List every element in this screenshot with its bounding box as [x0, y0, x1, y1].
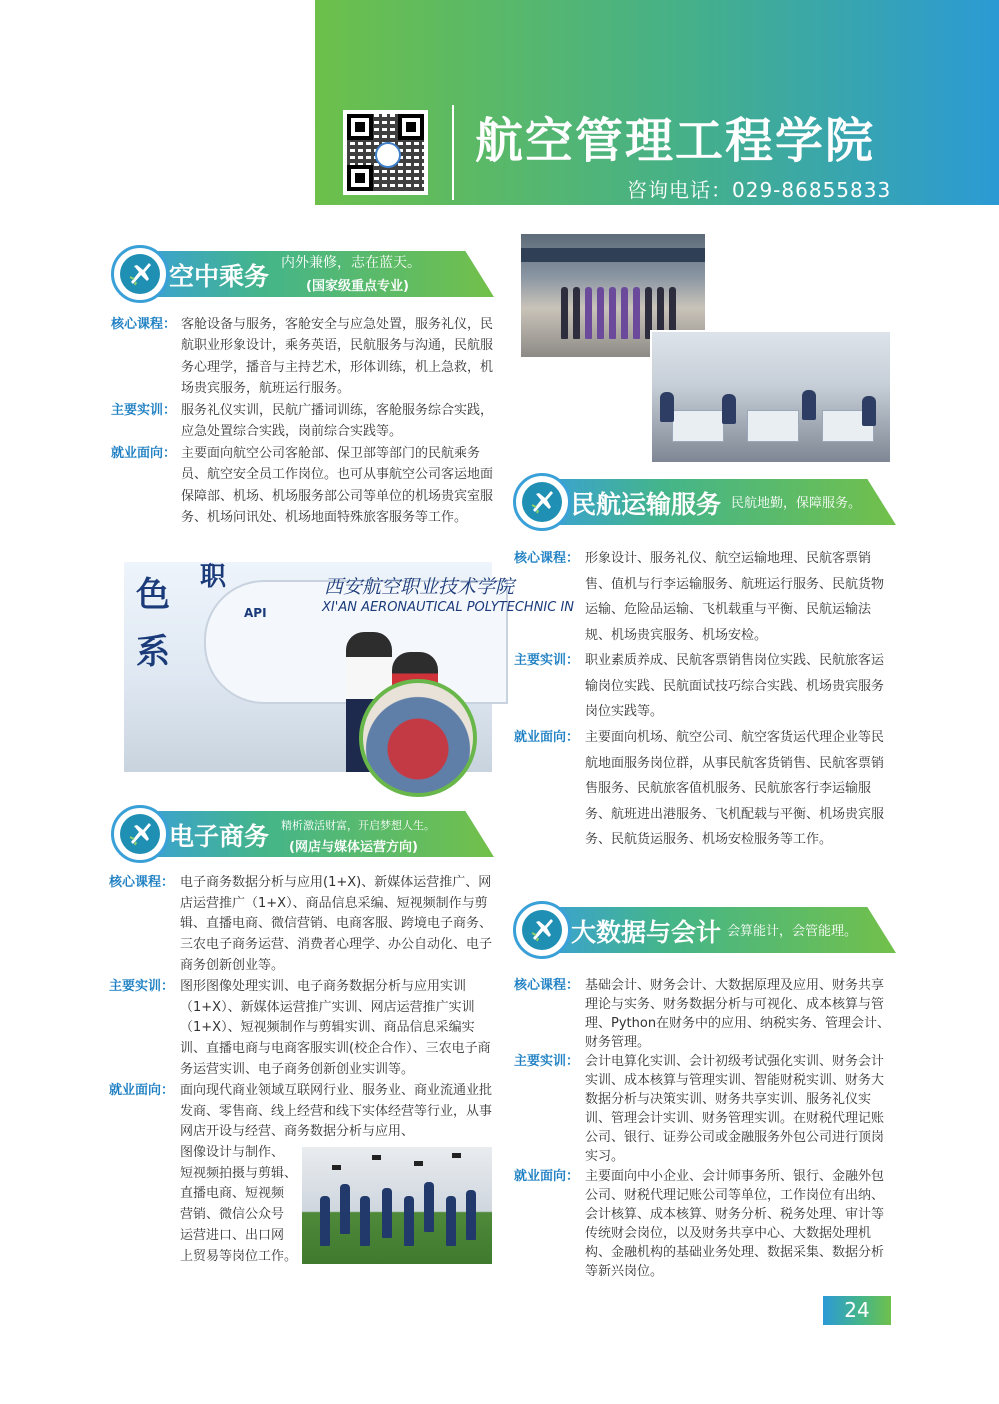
airplane-icon	[513, 901, 571, 959]
section-banner-ecommerce	[111, 805, 494, 865]
section-subtitle: (国家级重点专业)	[306, 279, 409, 294]
row-employment	[109, 1081, 494, 1144]
classroom-photo	[650, 330, 892, 464]
section-title: 电子商务	[169, 822, 270, 851]
row-text: 职业素质养成、民航客票销售岗位实践、民航旅客运输岗位实践、民航面试技巧综合实践、机场贵宾服务岗位实践等。	[585, 653, 885, 719]
inset-group-photo	[359, 679, 477, 797]
row-label: 核心课程：	[109, 875, 175, 890]
qr-code	[343, 110, 428, 195]
row-training	[514, 1052, 894, 1166]
row-employment	[514, 1167, 894, 1281]
row-label: 就业面向：	[111, 446, 177, 461]
row-employment	[514, 725, 889, 878]
text-line: 短视频拍摄与剪辑、	[180, 1165, 298, 1181]
page-number: 24	[823, 1296, 891, 1325]
row-core-courses	[111, 314, 496, 400]
row-training	[514, 648, 889, 725]
row-core-courses	[514, 976, 894, 1052]
section-slogan: 内外兼修，志在蓝天。	[281, 255, 421, 271]
row-text: 客舱设备与服务，客舱安全与应急处置，服务礼仪，民航职业形象设计，乘务英语，民航服务与沟通，民航服务心理学，播音与主持艺术，形体训练，机上急救，机场贵宾服务，航班运行服务。	[181, 317, 494, 396]
row-text: 图形图像处理实训、电子商务数据分析与应用实训（1+X）、新媒体运营推广实训、网店运营推广实训（1+X）、短视频制作与剪辑实训、商品信息采编实训、直播电商与电商客服实训(校企合作）、三农电子商务运营实训、电子商务创新创业实训等。	[180, 979, 491, 1077]
row-label: 核心课程：	[514, 978, 580, 993]
row-text: 服务礼仪实训，民航广播词训练，客舱服务综合实践，应急处置综合实践，岗前综合实践等。	[181, 403, 494, 440]
row-label: 主要实训：	[514, 653, 580, 668]
header-divider	[452, 105, 454, 200]
airplane-icon	[111, 805, 169, 863]
section-slogan: 会算能计，会管能理。	[727, 924, 858, 939]
row-training	[109, 977, 494, 1081]
airplane-icon	[513, 473, 571, 531]
row-label: 就业面向：	[514, 1169, 580, 1184]
section-subtitle: (网店与媒体运营方向)	[289, 840, 418, 855]
text-line: 营销、微信公众号	[180, 1207, 285, 1223]
section-title: 空中乘务	[169, 262, 270, 291]
row-text: 主要面向航空公司客舱部、保卫部等部门的民航乘务员、航空安全员工作岗位。也可从事航空公司客运地面保障部、机场、机场服务部公司等单位的机场贵宾室服务、机场问讯处、机场地面特殊旅客服务等工作。	[181, 446, 494, 525]
row-text: 主要面向机场、航空公司、航空客货运代理企业等民航地面服务岗位群，从事民航客货销售、民航客票销售服务、民航旅客值机服务、民航旅客行李运输服务、航班进出港服务、飞机配载与平衡、机场贵宾服务、民航货运服务、机场安检服务等工作。	[585, 730, 885, 847]
row-core-courses	[514, 546, 889, 648]
row-label: 主要实训：	[111, 403, 177, 418]
airplane-icon	[111, 245, 169, 303]
row-text: 形象设计、服务礼仪、航空运输地理、民航客票销售、值机与行李运输服务、航班运行服务、民航货物运输、危险品运输、飞机载重与平衡、民航运输法规、机场贵宾服务、机场安检。	[585, 551, 885, 643]
graduation-photo	[302, 1147, 492, 1264]
row-text: 基础会计、财务会计、大数据原理及应用、财务共享理论与实务、财务数据分析与可视化、成本核算与管理、Python在财务中的应用、纳税实务、管理会计、财务管理。	[585, 978, 891, 1050]
section-banner-civil-aviation	[513, 473, 896, 533]
crew-photo: 色 系 职 西安航空职业技术学院 XI'AN AERONAUTICAL POLYTECHNIC IN API	[124, 562, 492, 772]
text-line: 运营进口、出口网	[180, 1227, 285, 1243]
employment-continued	[180, 1143, 300, 1267]
text-line: 图像设计与制作、	[180, 1145, 285, 1160]
row-employment	[111, 443, 496, 551]
consult-phone: 咨询电话：029-86855833	[627, 178, 892, 202]
row-label: 就业面向：	[109, 1083, 175, 1098]
row-text: 会计电算化实训、会计初级考试强化实训、财务会计实训、成本核算与管理实训、智能财税实训、财务大数据分析与决策实训、财务共享实训、服务礼仪实训、管理会计实训、财务管理实训。在财税代理记账公司、银行、证券公司或金融服务外包公司进行顶岗实习。	[585, 1054, 885, 1164]
row-label: 核心课程：	[111, 317, 177, 332]
row-training	[111, 400, 496, 443]
section-title: 民航运输服务	[571, 490, 722, 519]
school-name: 航空管理工程学院	[475, 113, 876, 169]
section-banner-cabin-crew	[111, 245, 494, 305]
row-core-courses	[109, 873, 494, 977]
section-slogan: 精析激活财富，开启梦想人生。	[281, 819, 435, 832]
row-label: 就业面向：	[514, 730, 580, 745]
section-title: 大数据与会计	[571, 918, 722, 947]
row-label: 主要实训：	[109, 979, 175, 994]
section-slogan: 民航地勤，保障服务。	[731, 496, 862, 511]
text-line: 直播电商、短视频	[180, 1186, 285, 1202]
row-text: 面向现代商业领域互联网行业、服务业、商业流通业批发商、零售商、线上经营和线下实体经营等行业，从事网店开设与经营、商务数据分析与应用、	[180, 1083, 493, 1140]
row-label: 主要实训：	[514, 1054, 580, 1069]
row-text: 主要面向中小企业、会计师事务所、银行、金融外包公司、财税代理记账公司等单位，工作岗位有出纳、会计核算、成本核算、财务分析、税务处理、审计等传统财会岗位，以及财务共享中心、大数据处理机构、金融机构的基础业务处理、数据采集、数据分析等新兴岗位。	[585, 1169, 885, 1279]
section-banner-big-data-accounting	[513, 901, 896, 961]
row-text: 电子商务数据分析与应用(1+X)、新媒体运营推广、网店运营推广（1+X）、商品信息采编、短视频制作与剪辑、直播电商、微信营销、电商客服、跨境电子商务、三农电子商务运营、消费者心理学、办公自动化、电子商务创新创业等。	[180, 875, 493, 973]
text-line: 上贸易等岗位工作。	[180, 1248, 298, 1264]
row-label: 核心课程：	[514, 551, 580, 566]
